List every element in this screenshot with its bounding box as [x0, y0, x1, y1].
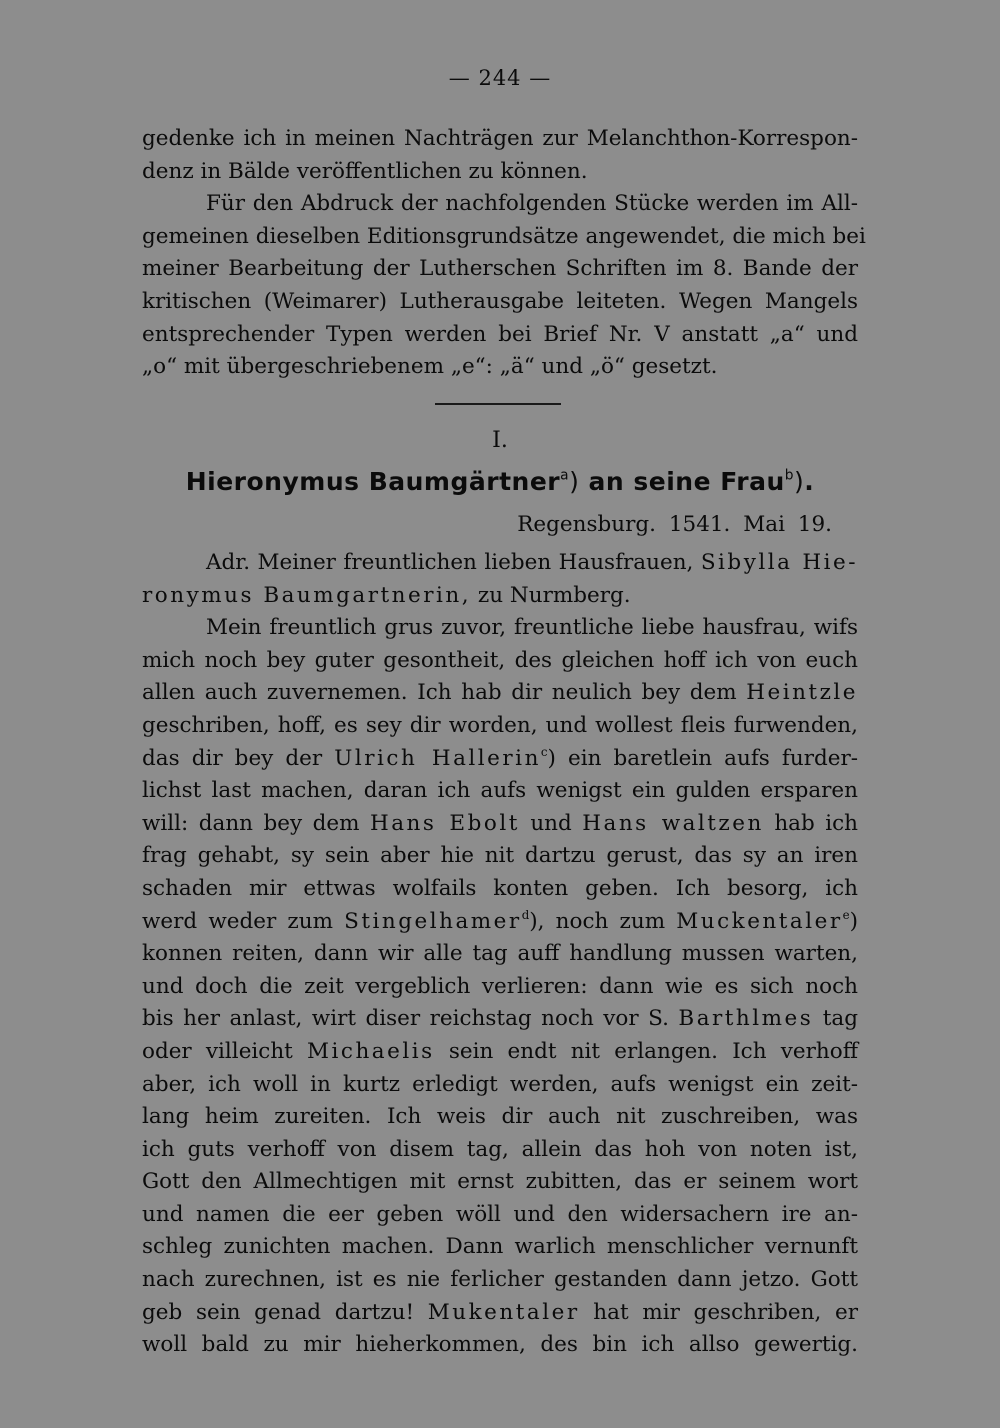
text-line: nach zurechnen, ist es nie ferlicher gestanden dann jetzo. Gott [142, 1267, 858, 1293]
text-line: Für den Abdruck der nachfolgenden Stücke werden im All- [206, 191, 858, 217]
page-number: — 244 — [448, 66, 552, 90]
section-divider [435, 403, 561, 405]
text-line: geschriben, hoff, es sey dir worden, und wollest fleis furwenden, [142, 712, 858, 738]
text-line: oder villeicht Michaelis sein endt nit erlangen. Ich verhoff [142, 1038, 858, 1064]
text-line: gemeinen dieselben Editionsgrundsätze angewendet, die mich bei [142, 223, 866, 249]
footnote-marker: a [560, 467, 570, 484]
text-line: konnen reiten, dann wir alle tag auff handlung mussen warten, [142, 941, 858, 967]
footnote-marker: c [540, 744, 548, 759]
text-line: geb sein genad dartzu! Mukentaler hat mir geschriben, er [142, 1299, 858, 1325]
text-line: lichst last machen, daran ich aufs wenigst ein gulden ersparen [142, 778, 858, 804]
text-line: will: dann bey dem Hans Ebolt und Hans waltzen hab ich [142, 810, 858, 836]
letter-date: Regensburg. 1541. Mai 19. [517, 512, 832, 537]
text-line: gedenke ich in meinen Nachträgen zur Melanchthon-Korrespon- [142, 126, 858, 151]
text-line: und namen die eer geben wöll und den widersachern ire an- [142, 1201, 858, 1227]
text-line: lang heim zureiten. Ich weis dir auch nit zuschreiben, was [142, 1104, 858, 1130]
text-line: Mein freuntlich grus zuvor, freuntliche liebe hausfrau, wifs [206, 615, 858, 641]
text-line: mich noch bey guter gesontheit, des gleichen hoff ich von euch [142, 647, 858, 673]
text-line: bis her anlast, wirt diser reichstag noch vor S. Barthlmes tag [142, 1006, 858, 1032]
text-line: denz in Bälde veröffentlichen zu können. [142, 158, 588, 184]
text-line: frag gehabt, sy sein aber hie nit dartzu gerust, das sy an iren [142, 843, 858, 869]
address-line: Adr. Meiner freuntlichen lieben Hausfrauen, Sibylla Hie- [206, 550, 858, 575]
text-line: Gott den Allmechtigen mit ernst zubitten, das er seinem wort [142, 1169, 858, 1195]
text-line: woll bald zu mir hieherkommen, des bin ich allso gewertig. [142, 1332, 858, 1358]
text-line: allen auch zuvernemen. Ich hab dir neulich bey dem Heintzle [142, 680, 858, 706]
section-number: I. [492, 428, 508, 453]
footnote-marker: e [842, 907, 850, 922]
letter-body [142, 547, 858, 1362]
text-line: meiner Bearbeitung der Lutherschen Schriften im 8. Bande der [142, 256, 858, 282]
footnote-marker: d [521, 907, 530, 922]
letter-heading: Hieronymus Baumgärtner$^a$) an seine Frau$^b$). [185, 467, 815, 496]
text-line: aber, ich woll in kurtz erledigt werden, aufs wenigst ein zeit- [142, 1071, 858, 1097]
text-line: und doch die zeit vergeblich verlieren: dann wie es sich noch [142, 973, 858, 999]
text-line: ich guts verhoff von disem tag, allein das hoh von noten ist, [142, 1136, 858, 1162]
text-line: kritischen (Weimarer) Lutherausgabe leiteten. Wegen Mangels [142, 288, 858, 314]
address-line: ronymus Baumgartnerin, zu Nurmberg. [142, 582, 631, 608]
intro-paragraph [142, 123, 866, 384]
document-page [142, 0, 866, 1428]
text-line: „o“ mit übergeschriebenem „e“: „ä“ und „ö“ gesetzt. [142, 354, 718, 380]
footnote-marker: b [784, 467, 794, 484]
text-line: entsprechender Typen werden bei Brief Nr. V anstatt „a“ und [142, 321, 858, 347]
text-line: schaden mir ettwas wolfails konten geben. Ich besorg, ich [142, 875, 858, 901]
text-line: schleg zunichten machen. Dann warlich menschlicher vernunft [142, 1234, 858, 1260]
text-line: das dir bey der Ulrich Hallerin$^c$) ein baretlein aufs furder- [142, 744, 859, 771]
text-line: werd weder zum Stingelhamer$^d$), noch zum Muckentaler$^e$) [142, 907, 858, 934]
